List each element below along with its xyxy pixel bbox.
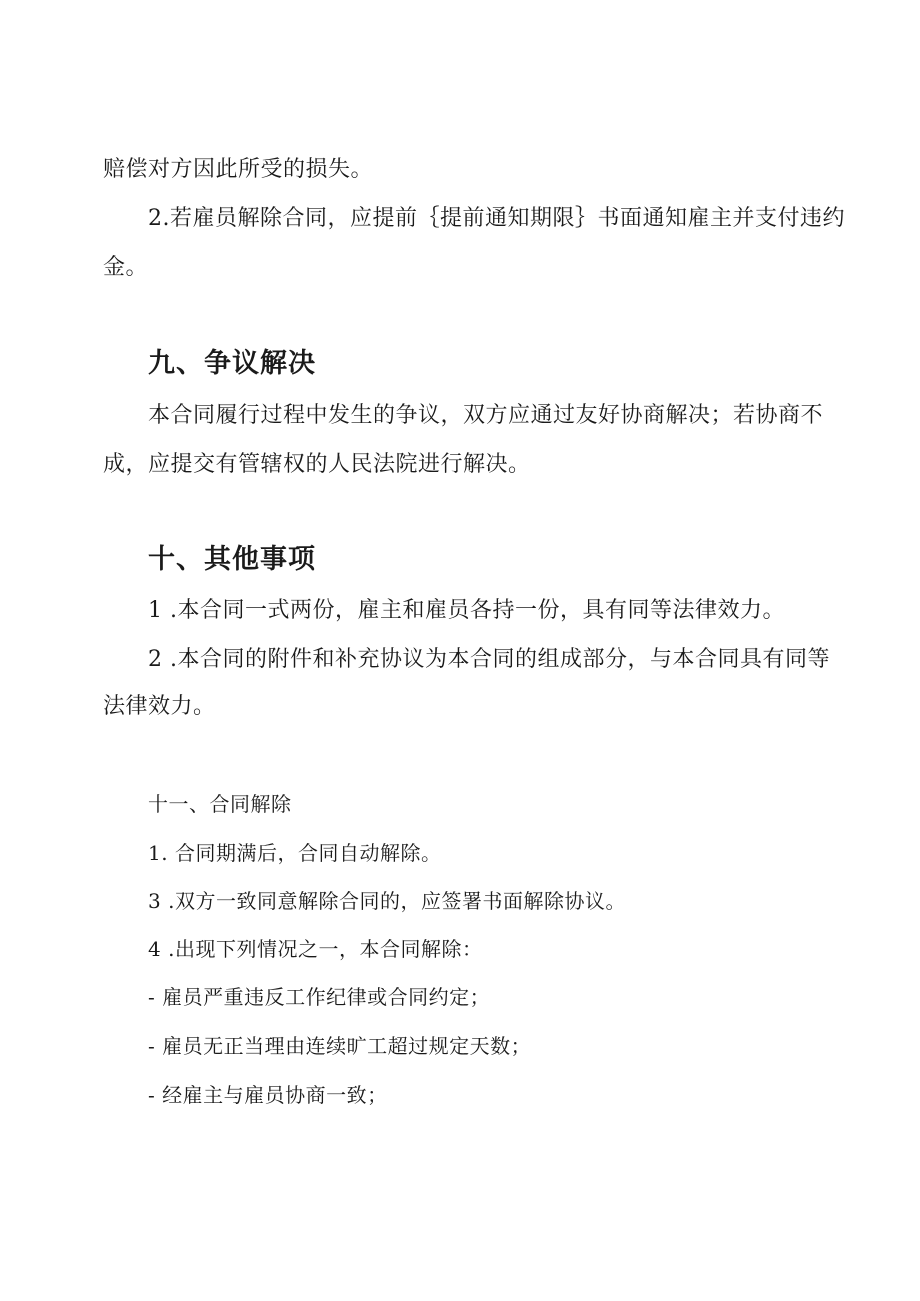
section10-item1: 1 .本合同一式两份，雇主和雇员各持一份，具有同等法律效力。 — [148, 598, 785, 623]
section11-item4: 4 .出现下列情况之一，本合同解除： — [148, 937, 483, 961]
section11-heading: 十一、合同解除 — [148, 792, 292, 816]
section11-bullet: - 雇员无正当理由连续旷工超过规定天数； — [148, 1034, 532, 1058]
section9-para-line1: 本合同履行过程中发生的争议，双方应通过友好协商解决；若协商不 — [148, 403, 824, 428]
section11-item3: 3 .双方一致同意解除合同的，应签署书面解除协议。 — [148, 889, 626, 913]
section11-bullet: - 雇员严重违反工作纪律或合同约定； — [148, 985, 491, 1009]
section10-heading: 十、其他事项 — [148, 544, 316, 575]
section11-bullet: - 经雇主与雇员协商一致； — [148, 1083, 388, 1107]
section10-item2-line1: 2 .本合同的附件和补充协议为本合同的组成部分，与本合同具有同等 — [148, 647, 830, 672]
section8-item2-line2: 金。 — [103, 255, 149, 280]
section10-item2-line2: 法律效力。 — [103, 694, 216, 719]
section11-item1: 1. 合同期满后，合同自动解除。 — [148, 841, 442, 865]
section8-tail-text: 赔偿对方因此所受的损失。 — [103, 157, 374, 182]
section9-heading: 九、争议解决 — [148, 348, 316, 379]
section9-para-line2: 成，应提交有管辖权的人民法院进行解决。 — [103, 452, 531, 477]
section8-item2-line1: 2.若雇员解除合同，应提前｛提前通知期限｝书面通知雇主并支付违约 — [148, 206, 845, 231]
